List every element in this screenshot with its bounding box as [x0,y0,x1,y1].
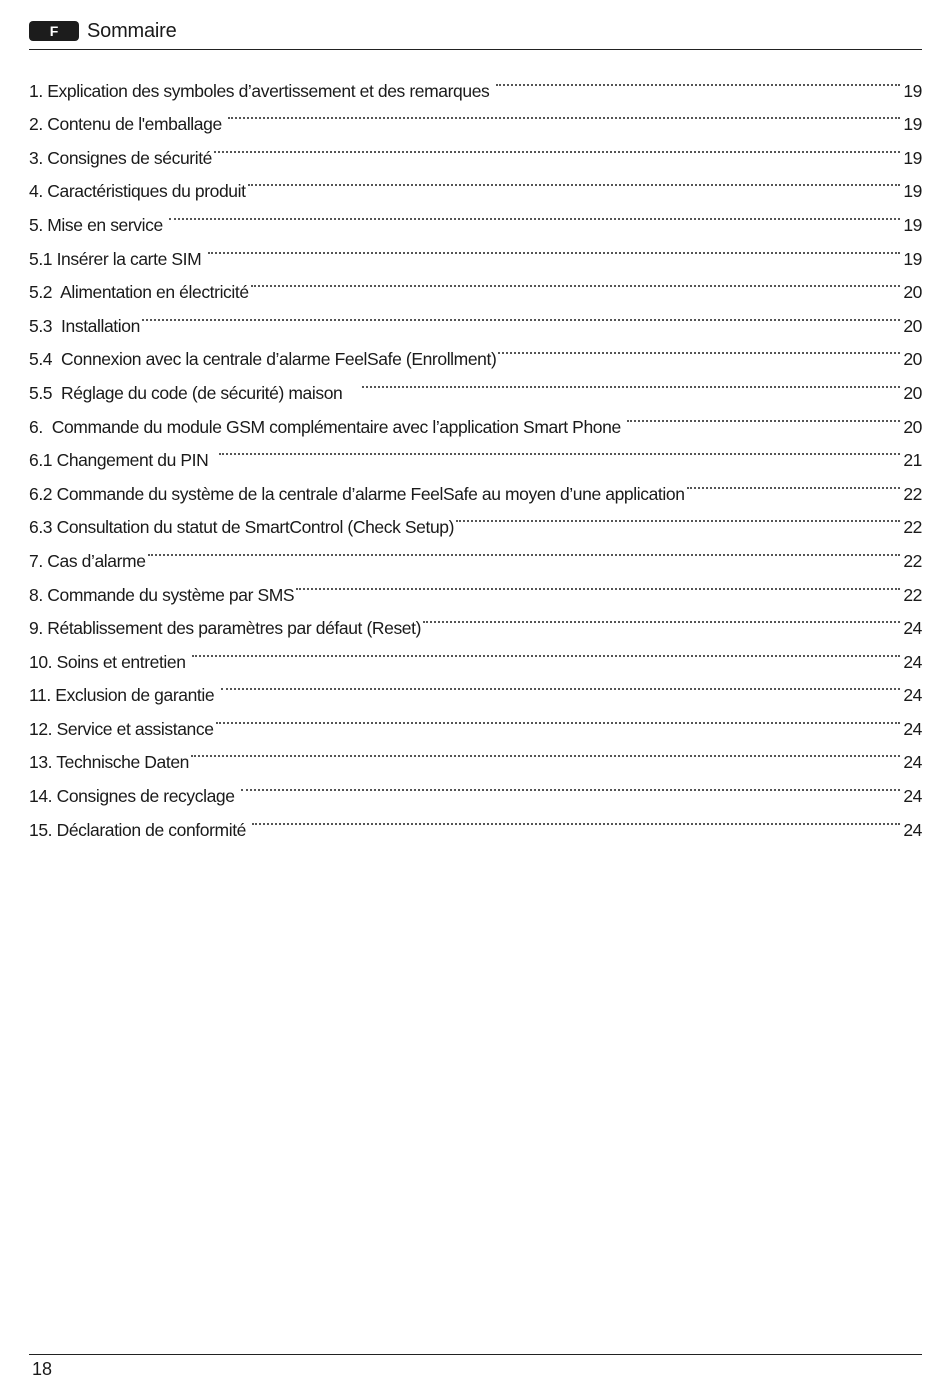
toc-entry-page: 22 [903,483,922,504]
toc-dot-leader [219,433,900,467]
toc-entry [29,332,922,370]
toc-entry-label: 13. Technische Daten [29,752,189,773]
toc-entry-label: 9. Rétablissement des paramètres par défaut (Reset) [29,618,422,639]
toc-entry-label: 5.5 Réglage du code (de sécurité) maison [29,382,361,403]
toc-entry-label: 10. Soins et entretien [29,651,191,672]
toc-entry-label: 14. Consignes de recyclage [29,786,240,807]
toc-entry-label: 8. Commande du système par SMS [29,584,295,605]
toc-entry-label: 5. Mise en service [29,214,168,235]
toc-entry-label: 7. Cas d’alarme [29,550,146,571]
toc-entry-page: 24 [903,718,922,739]
toc-entry-page: 19 [903,181,922,202]
toc-dot-leader [496,63,900,97]
toc-entry [29,298,922,336]
toc-entry-page: 24 [903,752,922,773]
toc-entry-label: 4. Caractéristiques du produit [29,181,246,202]
toc-entry-page: 24 [903,786,922,807]
toc-entry-label: 12. Service et assistance [29,718,214,739]
toc-dot-leader [248,164,900,198]
toc-dot-leader [627,399,900,433]
toc-dot-leader [498,332,900,366]
toc-dot-leader [252,802,900,836]
toc-entry-label: 2. Contenu de l'emballage [29,114,227,135]
toc-dot-leader [169,197,900,231]
toc-entry-page: 19 [903,248,922,269]
toc-entry-page: 20 [903,282,922,303]
toc-dot-leader [687,466,900,500]
toc-entry-label: 5.1 Insérer la carte SIM [29,248,206,269]
toc-dot-leader [148,533,900,567]
toc-entry-label: 6.3 Consultation du statut de SmartControl (Check Setup) [29,517,455,538]
page-title: Sommaire [87,20,177,42]
toc-dot-leader [296,567,900,601]
toc-entry-label: 5.3 Installation [29,315,140,336]
toc-dot-leader [241,768,900,802]
toc-entry-label: 6. Commande du module GSM complémentaire avec l’application Smart Phone [29,416,626,437]
toc-dot-leader [423,601,900,635]
toc-entry-page: 20 [903,349,922,370]
language-badge: F [29,21,79,41]
toc-entry-label: 11. Exclusion de garantie [29,685,219,706]
toc-entry-page: 22 [903,517,922,538]
toc-entry-label: 6.1 Changement du PIN [29,450,218,471]
toc-entry-page: 20 [903,416,922,437]
toc-entry [29,533,922,571]
toc-entry-page: 24 [903,651,922,672]
toc-entry-label: 15. Déclaration de conformité [29,819,251,840]
toc-dot-leader [192,634,900,668]
toc-dot-leader [221,668,900,702]
table-of-contents [29,63,922,840]
toc-entry-label: 6.2 Commande du système de la centrale d’alarme FeelSafe au moyen d’une application [29,483,685,504]
toc-dot-leader [191,735,900,769]
toc-dot-leader [228,97,900,131]
toc-entry-label: 3. Consignes de sécurité [29,147,213,168]
toc-dot-leader [208,231,900,265]
toc-dot-leader [216,701,900,735]
toc-entry-page: 22 [903,584,922,605]
page-header [29,18,922,50]
footer-rule [29,1354,922,1355]
toc-entry-page: 24 [903,618,922,639]
toc-dot-leader [362,365,900,399]
toc-entry-page: 19 [903,214,922,235]
toc-dot-leader [251,265,900,299]
toc-dot-leader [456,500,900,534]
toc-dot-leader [142,298,900,332]
toc-entry-page: 19 [903,114,922,135]
toc-entry-label: 5.4 Connexion avec la centrale d’alarme FeelSafe (Enrollment) [29,349,497,370]
toc-entry-label: 5.2 Alimentation en électricité [29,282,249,303]
toc-entry [29,567,922,605]
toc-entry-page: 21 [903,450,922,471]
toc-entry-page: 20 [903,315,922,336]
page-number: 18 [32,1359,53,1379]
toc-entry-page: 24 [903,819,922,840]
toc-entry-page: 22 [903,550,922,571]
toc-entry [29,63,922,101]
toc-entry-label: 1. Explication des symboles d’avertissement et des remarques [29,80,494,101]
toc-entry-page: 19 [903,147,922,168]
toc-dot-leader [214,130,900,164]
toc-entry-page: 19 [903,80,922,101]
toc-entry-page: 24 [903,685,922,706]
toc-entry-page: 20 [903,382,922,403]
